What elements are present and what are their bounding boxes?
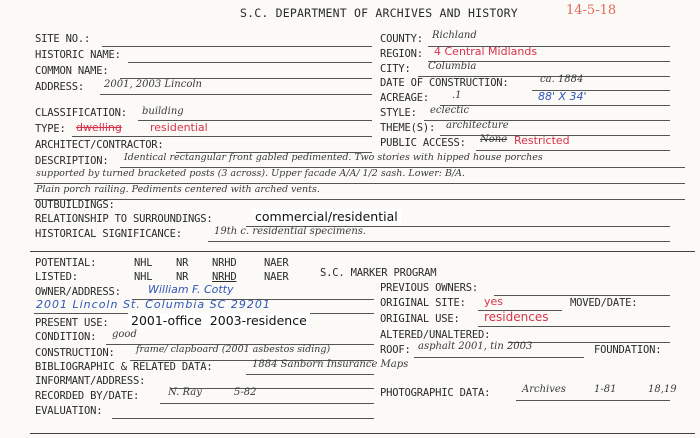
- owner-label: OWNER/ADDRESS:: [35, 286, 121, 298]
- listed-nhl: NHL: [134, 271, 153, 283]
- relationship-label: RELATIONSHIP TO SURROUNDINGS:: [35, 213, 213, 225]
- description-line-1: Identical rectangular front gabled pedimented. Two stories with hipped house porches: [124, 152, 543, 163]
- photographic-label: PHOTOGRAPHIC DATA:: [380, 387, 491, 399]
- date-label: DATE OF CONSTRUCTION:: [380, 77, 509, 89]
- county-label: COUNTY:: [380, 33, 423, 45]
- region-label: REGION:: [380, 48, 423, 60]
- description-label: DESCRIPTION:: [35, 155, 109, 167]
- recorded-by-value: N. Ray: [168, 387, 202, 398]
- classification-label: CLASSIFICATION:: [35, 107, 127, 119]
- original-use-value: residences: [484, 310, 549, 324]
- owner-name: William F. Cotty: [148, 283, 234, 296]
- present-use-value: 2001-office 2003-residence: [128, 313, 310, 328]
- significance-value: 19th c. residential specimens.: [214, 226, 367, 237]
- relationship-value: commercial/residential: [252, 209, 401, 224]
- original-site-value: yes: [484, 295, 504, 308]
- present-use-label: PRESENT USE:: [35, 317, 109, 329]
- type-label: TYPE:: [35, 123, 66, 135]
- bibliographic-label: BIBLIOGRAPHIC & RELATED DATA:: [35, 361, 213, 373]
- architect-label: ARCHITECT/CONTRACTOR:: [35, 139, 164, 151]
- original-use-label: ORIGINAL USE:: [380, 313, 460, 325]
- construction-label: CONSTRUCTION:: [35, 347, 115, 359]
- card-title: S.C. DEPARTMENT OF ARCHIVES AND HISTORY: [240, 6, 518, 20]
- county-value: Richland: [432, 30, 477, 41]
- classification-value: building: [142, 106, 184, 117]
- outbuildings-label: OUTBUILDINGS:: [35, 199, 115, 211]
- bibliographic-value: 1884 Sanborn Insurance Maps: [252, 359, 409, 370]
- potential-nr: NR: [176, 257, 189, 269]
- themes-value: architecture: [446, 120, 509, 131]
- potential-nhl: NHL: [134, 257, 153, 269]
- style-value: eclectic: [430, 105, 470, 116]
- description-line-2: supported by turned bracketed posts (3 across). Upper facade A/A/ 1/2 sash. Lower: B/A.: [36, 168, 466, 179]
- owner-address: 2001 Lincoln St. Columbia SC 29201: [36, 298, 271, 311]
- potential-naer: NAER: [264, 257, 289, 269]
- photographic-roll: 1-81: [594, 384, 617, 395]
- original-site-label: ORIGINAL SITE:: [380, 297, 466, 309]
- significance-label: HISTORICAL SIGNIFICANCE:: [35, 228, 182, 240]
- themes-label: THEME(S):: [380, 122, 436, 134]
- photographic-value: Archives: [522, 384, 566, 395]
- roof-value: asphalt 2001, tin 2003: [418, 341, 533, 352]
- marker-program: S.C. MARKER PROGRAM: [320, 267, 437, 279]
- foundation-label: FOUNDATION:: [594, 344, 662, 356]
- potential-label: POTENTIAL:: [35, 257, 97, 269]
- type-value: residential: [150, 121, 208, 134]
- informant-label: INFORMANT/ADDRESS:: [35, 375, 146, 387]
- condition-label: CONDITION:: [35, 331, 97, 343]
- public-access-value: Restricted: [514, 134, 570, 147]
- record-number: 14-5-18: [566, 3, 617, 18]
- historic-name-label: HISTORIC NAME:: [35, 49, 121, 61]
- address-value: 2001, 2003 Lincoln: [104, 79, 202, 90]
- roof-label: ROOF:: [380, 344, 411, 356]
- public-access-label: PUBLIC ACCESS:: [380, 137, 466, 149]
- city-value: Columbia: [428, 61, 477, 72]
- date-value: ca. 1884: [540, 74, 584, 85]
- altered-label: ALTERED/UNALTERED:: [380, 329, 491, 341]
- listed-nr: NR: [176, 271, 189, 283]
- recorded-label: RECORDED BY/DATE:: [35, 390, 140, 402]
- previous-owners-label: PREVIOUS OWNERS:: [380, 282, 478, 294]
- site-no-label: SITE NO.:: [35, 33, 91, 45]
- potential-nrhd: NRHD: [212, 257, 237, 269]
- style-label: STYLE:: [380, 107, 417, 119]
- condition-value: good: [112, 329, 137, 340]
- bottom-rule: [30, 433, 695, 434]
- acreage-label: ACREAGE:: [380, 92, 429, 104]
- listed-nrhd: NRHD: [212, 271, 237, 283]
- section-divider: [30, 251, 695, 252]
- acreage-dims: 88' X 34': [538, 90, 587, 103]
- city-label: CITY:: [380, 63, 411, 75]
- region-value: 4 Central Midlands: [434, 45, 538, 58]
- public-access-struck: None: [480, 134, 508, 145]
- description-line-3: Plain porch railing. Pediments centered with arched vents.: [36, 184, 320, 195]
- listed-naer: NAER: [264, 271, 289, 283]
- moved-date-label: MOVED/DATE:: [570, 297, 638, 309]
- acreage-value: .1: [452, 90, 462, 101]
- address-label: ADDRESS:: [35, 81, 84, 93]
- photographic-frames: 18,19: [648, 384, 677, 395]
- evaluation-label: EVALUATION:: [35, 405, 103, 417]
- common-name-label: COMMON NAME:: [35, 65, 109, 77]
- construction-value: frame/ clapboard (2001 asbestos siding): [136, 344, 331, 355]
- recorded-date-value: 5-82: [234, 387, 257, 398]
- type-struck-value: dwelling: [76, 121, 122, 134]
- listed-label: LISTED:: [35, 271, 78, 283]
